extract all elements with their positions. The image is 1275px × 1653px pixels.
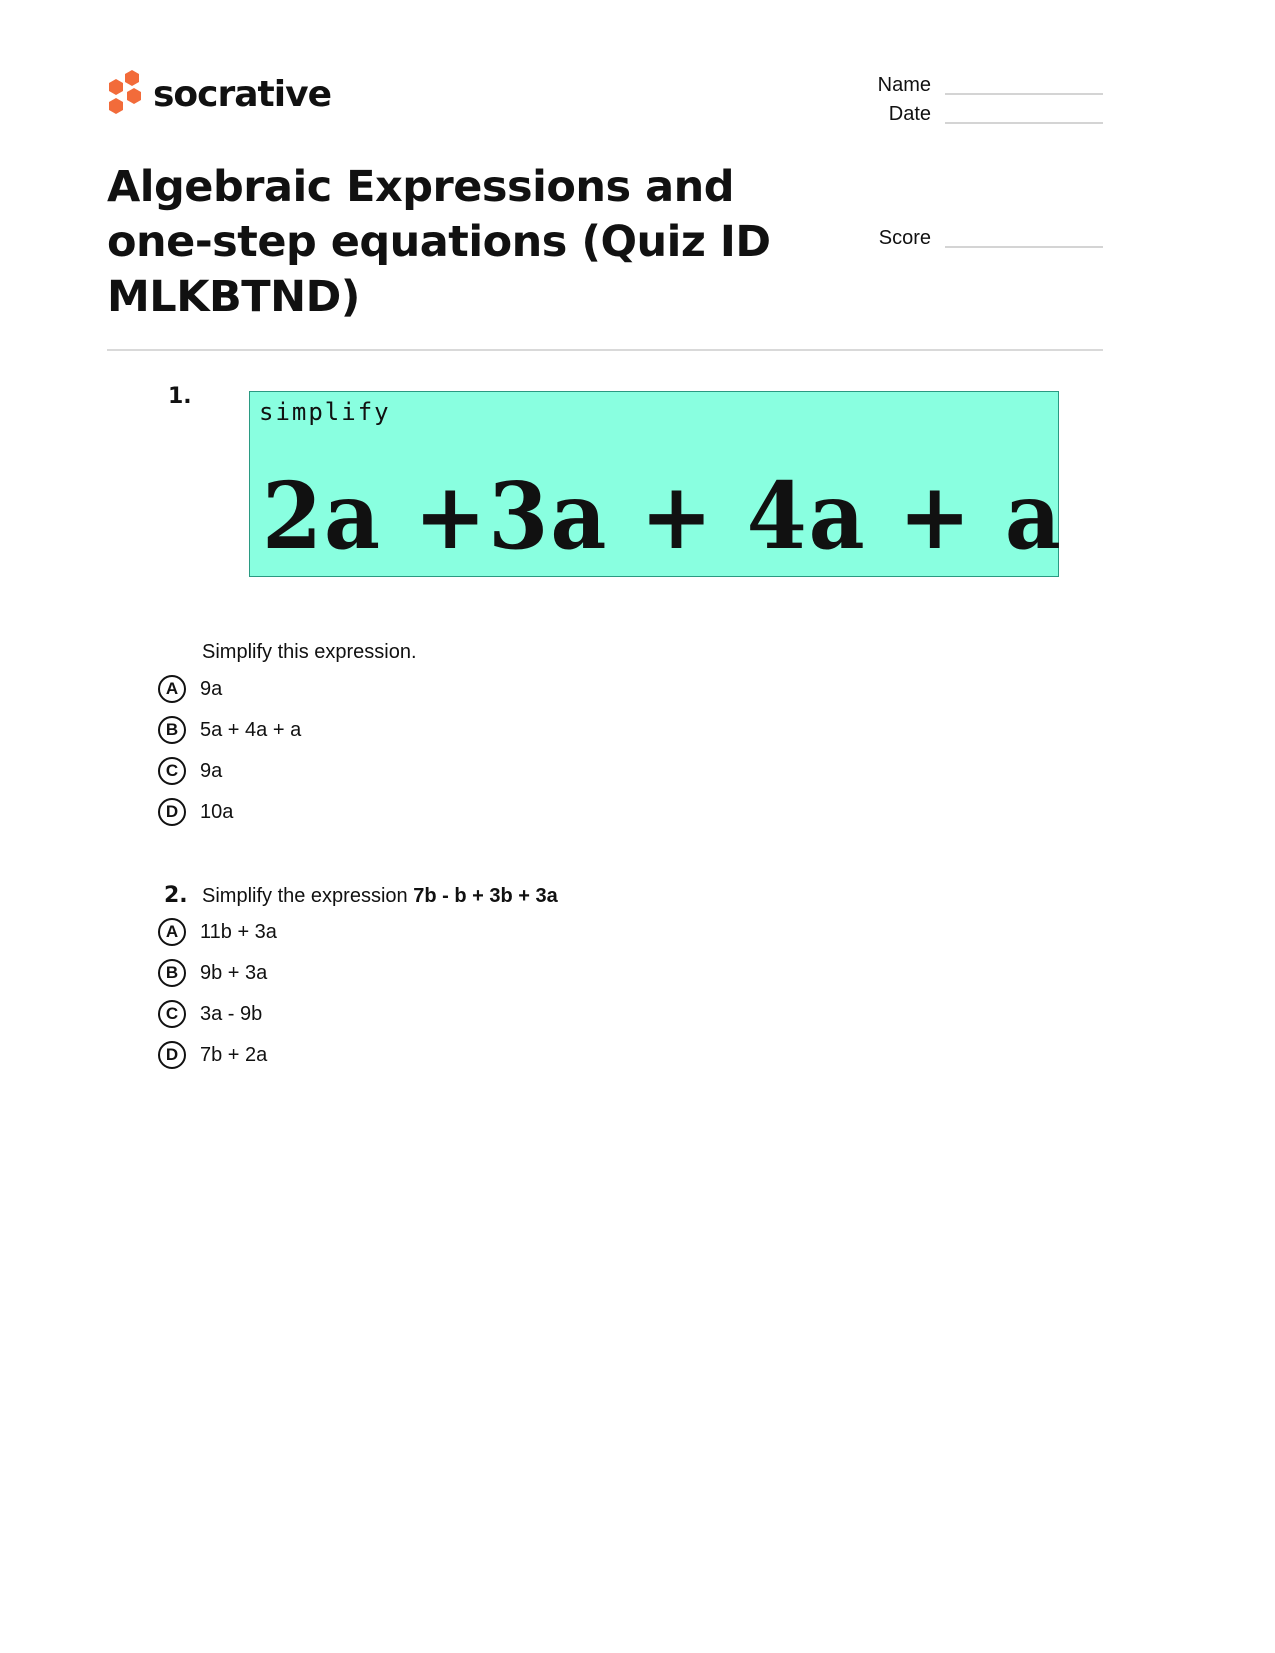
option-text: 11b + 3a (200, 920, 277, 943)
question-image (249, 391, 1063, 577)
hexagon-logo-icon (107, 70, 143, 118)
option-d[interactable] (158, 798, 233, 826)
option-text: 9b + 3a (200, 961, 268, 984)
option-letter: D (158, 798, 186, 826)
option-letter: A (158, 918, 186, 946)
date-field[interactable] (851, 103, 1103, 126)
option-c[interactable] (158, 757, 222, 785)
name-label: Name (877, 74, 931, 96)
question-stem: Simplify this expression. (202, 641, 417, 663)
option-a[interactable] (158, 675, 222, 703)
logo-wordmark: socrative (153, 73, 331, 115)
score-field[interactable] (851, 227, 1103, 250)
option-text: 10a (200, 800, 234, 823)
option-b[interactable] (158, 959, 267, 987)
image-caption: simplify (259, 398, 391, 426)
option-text: 3a - 9b (200, 1002, 263, 1025)
image-expression: 2a +3a + 4a + a (262, 462, 1063, 570)
option-letter: C (158, 757, 186, 785)
name-field[interactable] (851, 74, 1103, 97)
stem-text: Simplify the expression (202, 885, 408, 907)
option-letter: D (158, 1041, 186, 1069)
option-a[interactable] (158, 918, 277, 946)
date-label: Date (888, 103, 931, 125)
question-number: 1. (168, 384, 192, 409)
option-letter: C (158, 1000, 186, 1028)
stem-expression: 7b - b + 3b + 3a (413, 885, 558, 907)
option-d[interactable] (158, 1041, 267, 1069)
option-letter: B (158, 716, 186, 744)
score-line[interactable] (945, 245, 1103, 248)
question-number: 2. (164, 883, 188, 908)
option-text: 9a (200, 759, 223, 782)
option-letter: B (158, 959, 186, 987)
option-c[interactable] (158, 1000, 262, 1028)
name-line[interactable] (945, 92, 1103, 95)
divider (107, 349, 1103, 351)
option-letter: A (158, 675, 186, 703)
date-line[interactable] (945, 121, 1103, 124)
option-text: 9a (200, 677, 223, 700)
option-text: 7b + 2a (200, 1043, 268, 1066)
option-b[interactable] (158, 716, 301, 744)
socrative-logo (107, 70, 331, 118)
page-title: Algebraic Expressions and one-step equations (Quiz ID MLKBTND) (107, 162, 771, 322)
option-text: 5a + 4a + a (200, 718, 302, 741)
question-stem (202, 885, 558, 908)
score-label: Score (878, 227, 931, 249)
